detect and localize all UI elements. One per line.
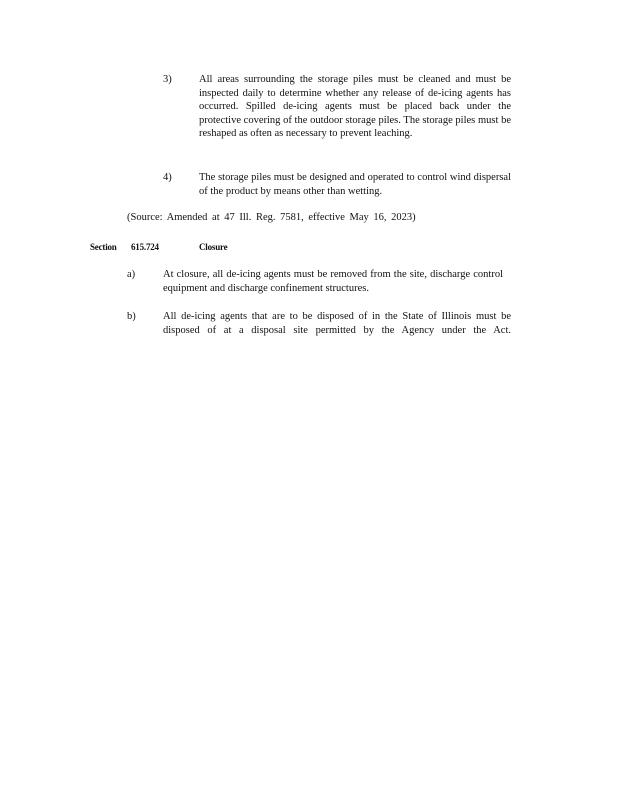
item-text-3: All areas surrounding the storage piles must be cleaned and must be inspected daily to determine whether any release of de-icing agents has occurred. Spilled de-icing agents must be placed back under the protective covering of the outdoor storage piles. The storage piles must be reshaped as often as necessary to prevent leaching.	[199, 74, 511, 140]
section-title: Closure	[199, 242, 228, 252]
section-number: 615.724	[131, 242, 159, 252]
item-number-4: 4)	[163, 172, 172, 183]
item-text-4: The storage piles must be designed and operated to control wind dispersal of the product by means other than wetting.	[199, 172, 511, 197]
subsection-letter-b: b)	[127, 311, 136, 322]
subsection-text-a: At closure, all de-icing agents must be removed from the site, discharge control equipment and discharge confinement structures.	[163, 269, 503, 294]
subsection-letter-a: a)	[127, 269, 136, 280]
item-number-3: 3)	[163, 74, 172, 85]
subsection-text-b: All de-icing agents that are to be disposed of in the State of Illinois must be disposed of at a disposal site permitted by the Agency under the Act.	[163, 311, 511, 336]
section-label: Section	[90, 242, 117, 252]
source-note: (Source: Amended at 47 Ill. Reg. 7581, effective May 16, 2023)	[127, 212, 416, 223]
